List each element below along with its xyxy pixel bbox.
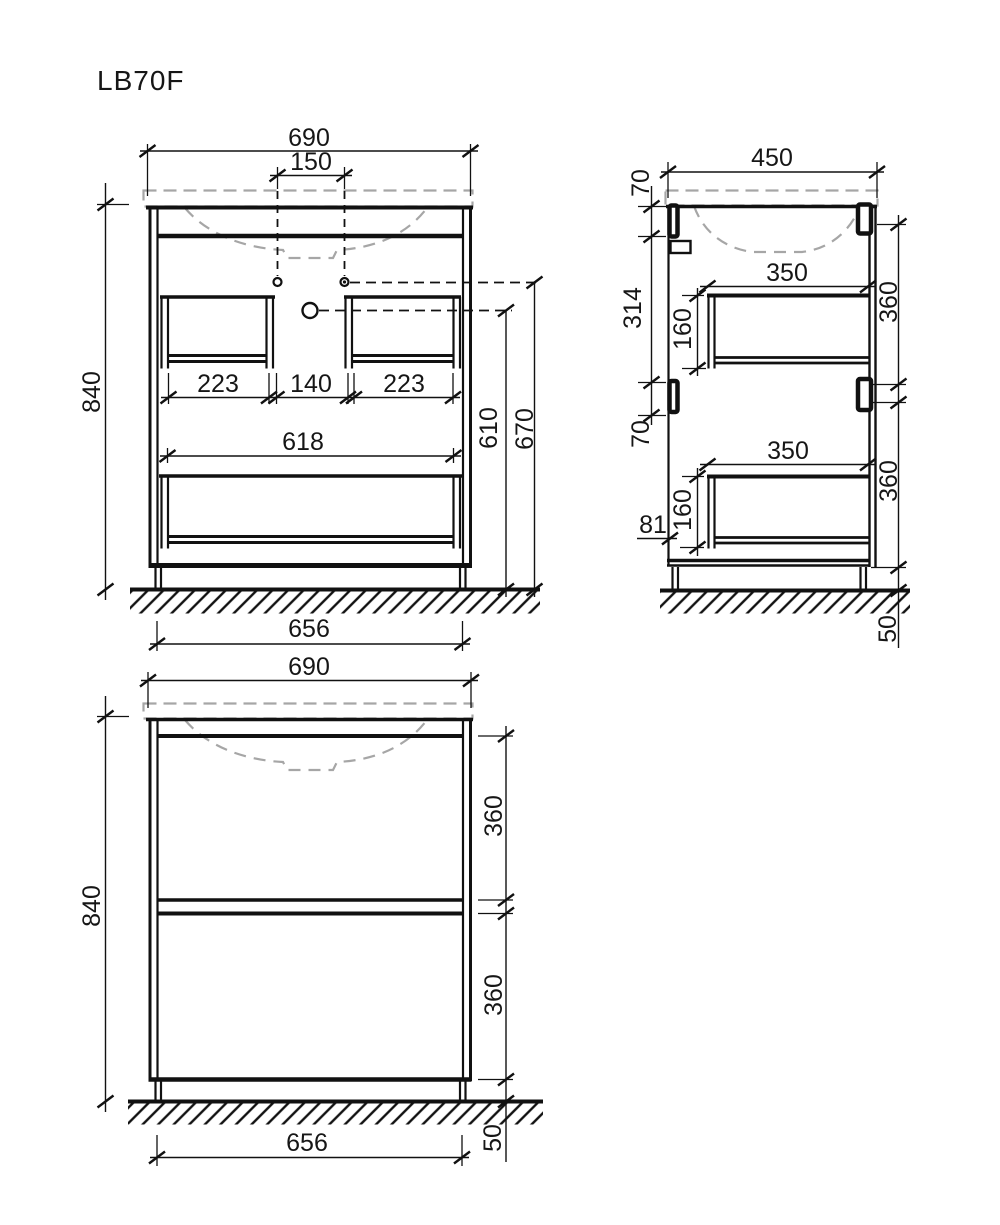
legs [156,568,466,589]
upper-drawer-right [344,297,461,369]
back-panel-lower [858,379,871,410]
dim-front-center-gap: 140 [290,370,332,398]
dim-side-upper-drawer-zone: 360 [875,281,903,323]
dim-closed-leg-height: 50 [479,1124,507,1152]
lower-drawer [159,476,462,549]
closed-dimensions [78,653,514,1166]
dim-front-inner-width: 618 [282,428,324,456]
drawing-title: LB70F [97,65,185,96]
dim-side-depth: 450 [751,144,793,172]
dim-side-bottom-clearance: 81 [639,511,667,539]
dim-closed-countertop-width: 690 [288,653,330,681]
ground-hatch-side [660,593,910,614]
dim-front-faucet-height: 670 [511,408,539,450]
dim-side-lower-drawer-zone: 360 [875,460,903,502]
dim-side-lower-drawer-side: 160 [669,489,697,531]
ground-hatch [130,592,540,614]
faucet-holes [274,191,542,318]
dim-closed-base-width: 656 [286,1129,328,1157]
dim-side-leg-height: 50 [874,615,902,643]
dim-front-overflow-height: 610 [475,407,503,449]
dim-closed-lower-drawer-front: 360 [480,974,508,1016]
dim-front-base-width: 656 [288,615,330,643]
dim-closed-height: 840 [78,885,106,927]
closed-front-view [78,653,543,1166]
faucet-hole-left [274,278,282,286]
drawer-front-panel-upper [670,206,678,237]
cabinet-body-closed [146,718,473,1081]
front-view [78,124,543,651]
dim-front-countertop-width: 690 [288,124,330,152]
dim-front-left-drawer-width: 223 [197,370,239,398]
lower-drawer-side [707,476,869,549]
ground-hatch-closed [128,1104,543,1125]
dim-side-upper-front: 314 [619,287,647,329]
handle-profile [671,241,691,253]
drawer-front-panel-lower [670,381,678,412]
side-view [619,144,910,648]
countertop-outline-closed [144,704,473,719]
dim-front-right-drawer-width: 223 [383,370,425,398]
dim-side-upper-drawer-side: 160 [669,308,697,350]
countertop-outline-side [666,191,878,206]
dim-side-lower-drawer-depth: 350 [767,437,809,465]
dim-front-height: 840 [78,371,106,413]
dim-front-faucet-spacing: 150 [290,148,332,176]
legs-closed [156,1081,466,1102]
dim-side-counter-to-drawer: 70 [627,169,655,197]
upper-drawer-left [160,297,275,369]
dim-closed-upper-drawer-front: 360 [480,795,508,837]
sink-outline-side [694,206,858,252]
faucet-hole-center-dot [343,280,346,283]
dim-side-drawer-gap: 70 [627,420,655,448]
upper-drawer-side [707,295,869,369]
sink-outline-closed [185,720,427,770]
overflow-hole [303,303,318,318]
sink-outline [185,208,427,258]
back-panel-upper [858,205,871,234]
countertop-outline [144,191,473,207]
dim-side-upper-drawer-depth: 350 [766,259,808,287]
legs-side [673,567,867,590]
